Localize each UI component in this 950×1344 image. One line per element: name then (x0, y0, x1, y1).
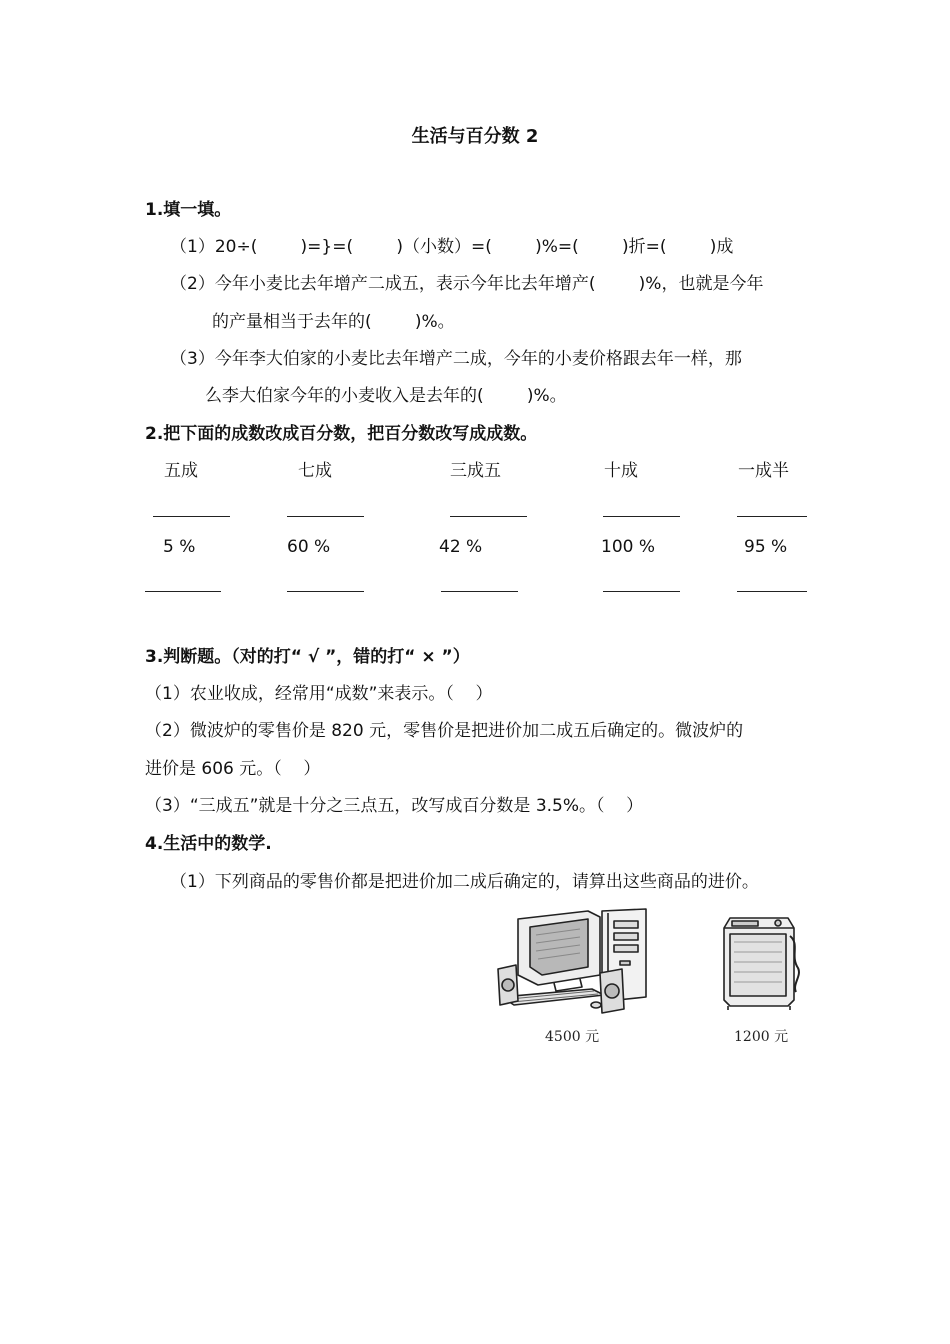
answer-blank[interactable] (287, 591, 364, 592)
q1-item1: （1）20÷( )=}=( )（小数）=( )%=( )折=( )成 (170, 237, 734, 257)
page-title: 生活与百分数 2 (411, 126, 539, 147)
q2-item: 五成 (164, 461, 198, 481)
q2-heading: 2.把下面的成数改成百分数，把百分数改写成成数。 (145, 424, 538, 444)
price-label: 1200 元 (734, 1029, 789, 1045)
q1-item2-line2: 的产量相当于去年的( )%。 (212, 312, 455, 332)
q2-item: 42 % (439, 537, 483, 557)
q1-item2-line1: （2）今年小麦比去年增产二成五，表示今年比去年增产( )%，也就是今年 (170, 274, 764, 294)
answer-blank[interactable] (603, 516, 680, 517)
answer-blank[interactable] (287, 516, 364, 517)
q2-item: 100 % (601, 537, 656, 557)
answer-blank[interactable] (737, 516, 807, 517)
q3-item2-line2: 进价是 606 元。（ ） (145, 759, 321, 779)
answer-blank[interactable] (145, 591, 221, 592)
q1-item3-line1: （3）今年李大伯家的小麦比去年增产二成，今年的小麦价格跟去年一样，那 (170, 349, 742, 369)
answer-blank[interactable] (603, 591, 680, 592)
q2-item: 60 % (287, 537, 331, 557)
answer-blank[interactable] (450, 516, 527, 517)
q2-item: 十成 (604, 461, 638, 481)
q3-item2-line1: （2）微波炉的零售价是 820 元，零售价是把进价加二成五后确定的。微波炉的 (145, 721, 744, 741)
answer-blank[interactable] (737, 591, 807, 592)
q3-item1: （1）农业收成，经常用“成数”来表示。（ ） (145, 684, 493, 704)
washing-machine-icon (718, 912, 802, 1012)
q4-item1: （1）下列商品的零售价都是把进价加二成后确定的，请算出这些商品的进价。 (170, 872, 759, 892)
q3-heading: 3.判断题。（对的打“ √ ”，错的打“ × ”） (145, 647, 470, 667)
answer-blank[interactable] (441, 591, 518, 592)
price-label: 4500 元 (545, 1029, 600, 1045)
q2-item: 一成半 (738, 461, 789, 481)
q4-heading: 4.生活中的数学. (145, 834, 272, 854)
q2-item: 5 % (163, 537, 196, 557)
q2-item: 95 % (744, 537, 788, 557)
answer-blank[interactable] (153, 516, 230, 517)
q2-item: 七成 (298, 461, 332, 481)
computer-icon (496, 905, 658, 1015)
q3-item3: （3）“三成五”就是十分之三点五，改写成百分数是 3.5%。（ ） (145, 796, 644, 816)
q1-heading: 1.填一填。 (145, 200, 232, 220)
q1-item3-line2: 么李大伯家今年的小麦收入是去年的( )%。 (205, 386, 567, 406)
q2-item: 三成五 (450, 461, 501, 481)
